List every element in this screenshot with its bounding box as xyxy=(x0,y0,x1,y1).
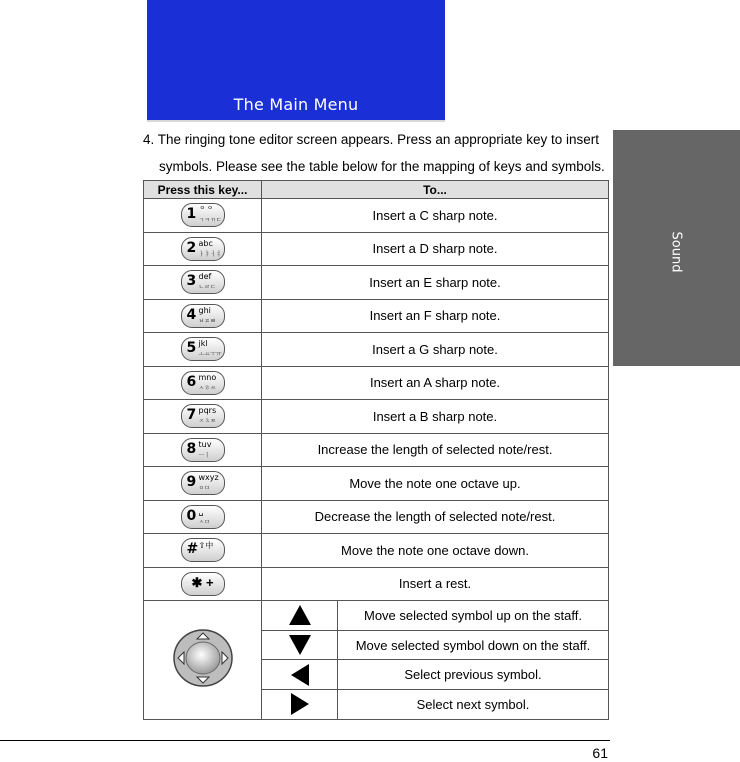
key-letters: pqrs xyxy=(198,406,217,416)
phone-key-icon xyxy=(181,237,225,261)
phone-key-icon xyxy=(181,438,225,462)
key-digit: 5 xyxy=(186,340,197,357)
table-row xyxy=(144,333,609,367)
key-sub-letters: ㄴㄹㄷ xyxy=(198,284,216,292)
key-digit: 2 xyxy=(186,239,197,256)
action-cell: Insert a B sharp note. xyxy=(262,400,609,434)
action-cell: Insert an E sharp note. xyxy=(262,266,609,300)
footer-rule xyxy=(0,740,610,741)
key-letters: ghi xyxy=(198,305,211,315)
key-letters: abc xyxy=(198,238,213,248)
nav-action-up: Move selected symbol up on the staff. xyxy=(338,601,609,631)
phone-key-icon xyxy=(181,337,225,361)
left-arrow-icon xyxy=(291,664,309,686)
nav-action-right: Select next symbol. xyxy=(338,690,609,720)
up-arrow-icon xyxy=(289,605,311,625)
key-cell xyxy=(144,567,262,601)
down-arrow-cell xyxy=(262,630,338,660)
key-cell xyxy=(144,299,262,333)
phone-key-icon xyxy=(181,203,225,227)
key-cell xyxy=(144,500,262,534)
table-row xyxy=(144,567,609,601)
key-sub-letters: ㅗㅛㅜㅠ xyxy=(198,351,222,359)
table-row xyxy=(144,534,609,568)
key-digit: 9 xyxy=(186,474,197,491)
nav-action-left: Select previous symbol. xyxy=(338,660,609,690)
section-tab-label: Sound xyxy=(668,231,684,273)
key-cell xyxy=(144,433,262,467)
table-row xyxy=(144,500,609,534)
action-cell: Insert an A sharp note. xyxy=(262,366,609,400)
nav-action-down: Move selected symbol down on the staff. xyxy=(338,630,609,660)
action-cell: Decrease the length of selected note/rest. xyxy=(262,500,609,534)
key-digit: 3 xyxy=(186,273,197,290)
key-digit: 1 xyxy=(186,206,197,223)
key-cell xyxy=(144,400,262,434)
table-row xyxy=(144,467,609,501)
key-cell xyxy=(144,534,262,568)
instruction-text xyxy=(143,126,613,180)
key-digit: 0 xyxy=(186,507,197,524)
key-letters: ␣ xyxy=(198,506,204,516)
header-action: To... xyxy=(262,181,609,199)
key-sub-letters: ㅏㅑㅓㅕ xyxy=(198,250,222,258)
key-digit: # xyxy=(186,541,199,558)
phone-key-icon xyxy=(181,572,225,596)
main-menu-title: The Main Menu xyxy=(233,95,359,114)
main-menu-screenshot xyxy=(147,0,445,122)
phone-key-icon xyxy=(181,538,225,562)
right-arrow-cell xyxy=(262,690,338,720)
key-cell xyxy=(144,266,262,300)
key-sub-letters: ㅅㅎㅆ xyxy=(198,384,216,392)
key-sub-letters: ㅅㅁ xyxy=(198,518,211,526)
key-digit: 8 xyxy=(186,440,197,457)
key-sub-letters: ㅂㅍㅃ xyxy=(198,317,216,325)
table-row xyxy=(144,199,609,233)
action-cell: Insert a G sharp note. xyxy=(262,333,609,367)
action-cell: Insert an F sharp note. xyxy=(262,299,609,333)
nav-key-cell xyxy=(144,601,262,720)
key-sub-letters: ㄱㅋㄲㄷ xyxy=(198,217,222,225)
phone-key-icon xyxy=(181,371,225,395)
key-sub-letters: ㅇㅁ xyxy=(198,485,211,493)
key-symbol: ✱ + xyxy=(191,574,214,590)
key-cell xyxy=(144,199,262,233)
table-row xyxy=(144,299,609,333)
key-rows xyxy=(144,199,609,601)
header-key: Press this key... xyxy=(144,181,262,199)
key-letters: tuv xyxy=(198,439,212,449)
phone-key-icon xyxy=(181,505,225,529)
action-cell: Insert a rest. xyxy=(262,567,609,601)
down-arrow-icon xyxy=(289,635,311,655)
phone-key-icon xyxy=(181,404,225,428)
key-digit: 7 xyxy=(186,407,197,424)
table-header-row xyxy=(144,181,609,199)
key-letters: ᄋᄋ xyxy=(198,206,214,216)
phone-key-icon xyxy=(181,471,225,495)
table-row xyxy=(144,433,609,467)
key-digit: 6 xyxy=(186,373,197,390)
key-mapping-table xyxy=(143,180,609,720)
up-arrow-cell xyxy=(262,601,338,631)
action-cell: Increase the length of selected note/rest. xyxy=(262,433,609,467)
action-cell: Insert a D sharp note. xyxy=(262,232,609,266)
left-arrow-cell xyxy=(262,660,338,690)
key-cell xyxy=(144,467,262,501)
key-letters: ⇧中 xyxy=(198,541,214,551)
page-number: 61 xyxy=(592,745,608,761)
instruction-line-2: symbols. Please see the table below for the mapping of keys and symbols. xyxy=(159,159,605,174)
table-row xyxy=(144,232,609,266)
key-cell xyxy=(144,232,262,266)
key-cell xyxy=(144,333,262,367)
action-cell: Move the note one octave up. xyxy=(262,467,609,501)
phone-key-icon xyxy=(181,304,225,328)
key-letters: mno xyxy=(198,372,217,382)
action-cell: Insert a C sharp note. xyxy=(262,199,609,233)
key-letters: def xyxy=(198,272,212,282)
nav-row-up xyxy=(144,601,609,631)
instruction-line-1: 4. The ringing tone editor screen appears. Press an appropriate key to insert xyxy=(143,132,600,147)
key-cell xyxy=(144,366,262,400)
right-arrow-icon xyxy=(291,693,309,715)
key-digit: 4 xyxy=(186,306,197,323)
table-row xyxy=(144,400,609,434)
key-letters: wxyz xyxy=(198,473,219,483)
key-sub-letters: ㅈㅊㅉ xyxy=(198,418,216,426)
table-row xyxy=(144,266,609,300)
key-letters: jkl xyxy=(198,339,208,349)
key-sub-letters: ㅡㅣ xyxy=(198,451,211,459)
action-cell: Move the note one octave down. xyxy=(262,534,609,568)
section-tab xyxy=(613,130,740,366)
navigation-key-icon xyxy=(171,626,235,690)
phone-key-icon xyxy=(181,270,225,294)
table-row xyxy=(144,366,609,400)
nav-rows xyxy=(144,601,609,720)
